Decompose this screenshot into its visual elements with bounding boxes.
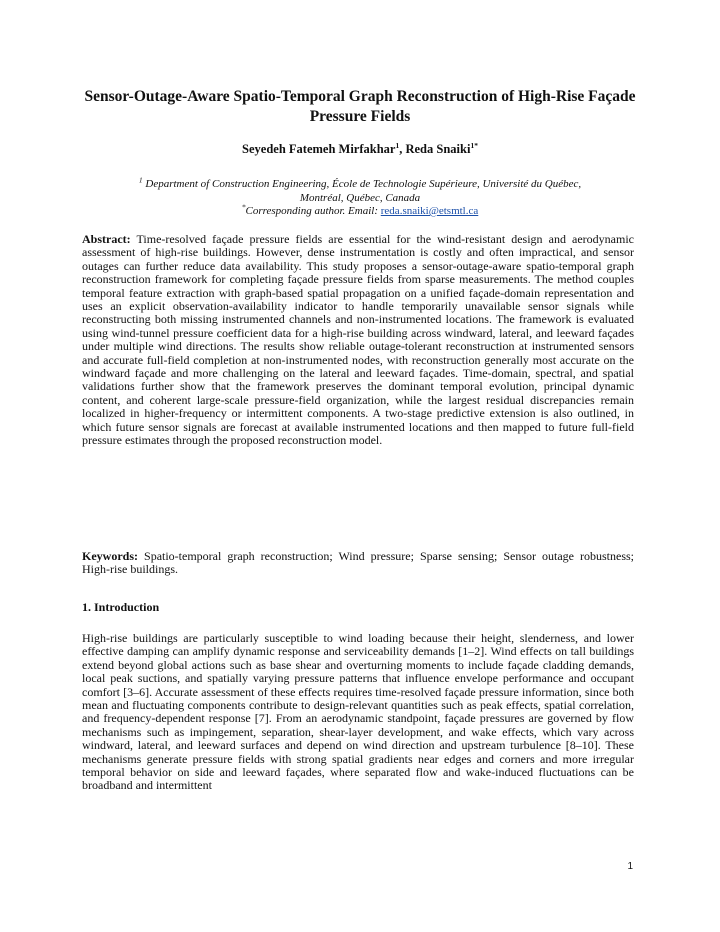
email-link[interactable]: reda.snaiki@etsmtl.ca xyxy=(380,205,479,217)
affiliation-superscript: 1 xyxy=(138,175,143,185)
affiliation-block xyxy=(95,175,625,219)
abstract-label: Abstract: xyxy=(82,232,131,246)
affiliation-line: Department of Construction Engineering, École de Technologie Supérieure, Université du Québec, xyxy=(145,178,582,190)
corresponding-colon: : xyxy=(374,205,381,217)
section-heading: 1. Introduction xyxy=(82,600,160,614)
affiliation-location: Montréal, Québec, Canada xyxy=(299,191,421,204)
page-number: 1 xyxy=(627,861,633,872)
corresponding-label: Corresponding author. Email xyxy=(245,205,375,217)
author-superscript: 1* xyxy=(470,140,478,150)
keywords xyxy=(82,550,634,577)
keywords-text: Spatio-temporal graph reconstruction; Wind pressure; Sparse sensing; Sensor outage robustness; High-rise buildings. xyxy=(82,549,635,577)
author-name: Reda Snaiki xyxy=(405,142,471,156)
abstract-text: Time-resolved façade pressure fields are essential for the wind-resistant design and aerodynamic assessment of high-rise buildings. However, dense instrumentation is costly and often impractical, and sensor outages can further reduce data availability. This study proposes a sensor-outage-aware spatio-temporal graph reconstruction framework for completing façade pressure fields from sparse measurements. The method couples temporal feature extraction with graph-based spatial propagation on a unified façade-domain representation and uses an explicit observation-availability indicator to handle temporarily unavailable sensor signals while reconstructing both missing instrumented channels and non-instrumented locations. The framework is evaluated using wind-tunnel pressure coefficient data for a high-rise building across windward, lateral, and leeward façades under multiple wind directions. The results show reliable outage-tolerant reconstruction at instrumented sensors and accurate full-field completion at non-instrumented nodes, with reconstruction generally most accurate on the windward façade and more challenging on the lateral and leeward façades. Time-domain, spectral, and spatial validations further show that the framework preserves the dominant temporal evolution, principal dynamic content, and coherent large-scale pressure-field organization, while the largest residual discrepancies remain localized in higher-frequency or intermittent components. A two-stage predictive extension is also outlined, in which future sensor signals are forecast at available instrumented locations and then mapped to future full-field pressure estimates through the proposed reconstruction model. xyxy=(82,232,634,448)
author-separator: , xyxy=(399,142,406,156)
corresponding-superscript: * xyxy=(241,202,246,212)
keywords-label: Keywords: xyxy=(82,549,138,563)
corresponding-author xyxy=(95,202,625,219)
abstract xyxy=(82,233,634,448)
paper-title: Sensor-Outage-Aware Spatio-Temporal Graph Reconstruction of High-Rise Façade Pressure Fields xyxy=(84,88,636,125)
author-name: Seyedeh Fatemeh Mirfakhar xyxy=(242,142,396,156)
affiliation xyxy=(95,175,625,192)
author-superscript: 1 xyxy=(395,140,400,150)
author-list xyxy=(80,141,640,157)
intro-paragraph: High-rise buildings are particularly susceptible to wind loading because their height, slenderness, and lower effective damping can amplify dynamic response and serviceability demands [1–2]. Wind effects on tall buildings extend beyond global actions such as base shear and overturning moments to include façade cladding demands, local peak suctions, and spatially varying pressure patterns that influence envelope performance and occupant comfort [3–6]. Accurate assessment of these effects requires time-resolved façade pressure information, since both mean and fluctuating components contribute to design-relevant quantities such as peak effects, spatial correlation, and frequency-dependent response [7]. From an aerodynamic standpoint, façade pressures are governed by flow mechanisms such as impingement, separation, shear-layer development, and wake effects, which vary across windward, lateral, and leeward surfaces and depend on wind direction and upstream turbulence [8–10]. These mechanisms generate pressure fields with strong spatial gradients near edges and corners and more irregular temporal behavior on side and leeward façades, where separated flow and wake-induced fluctuations can be broadband and intermittent xyxy=(82,631,634,793)
